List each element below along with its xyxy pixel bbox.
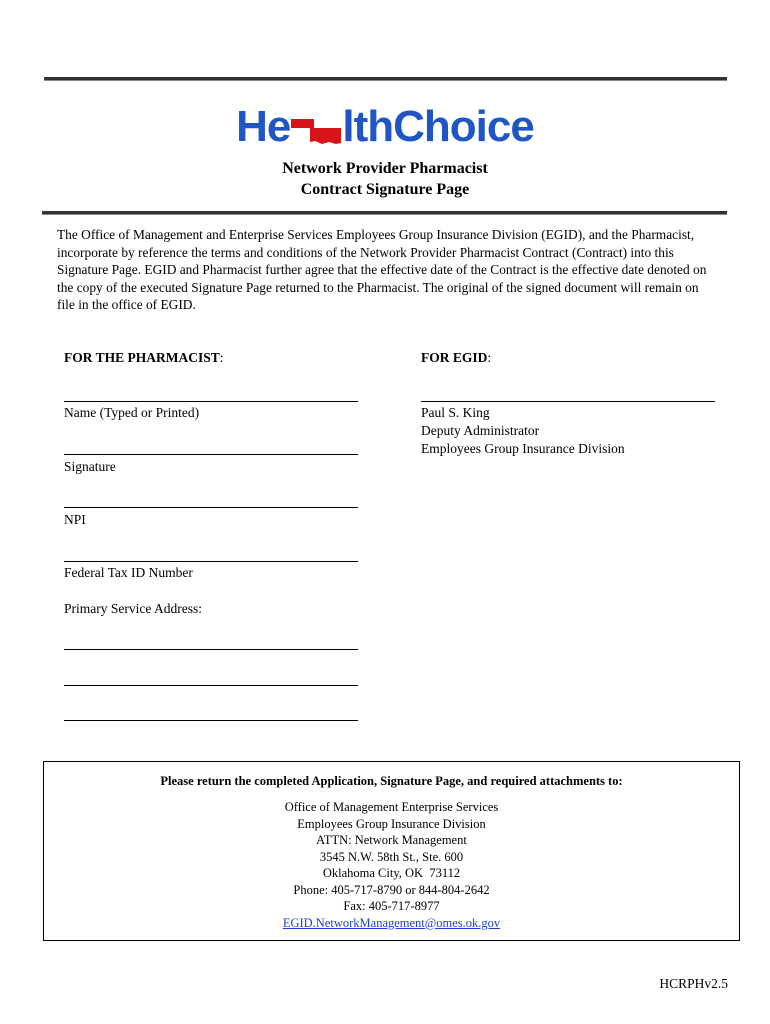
healthchoice-logo [0,104,770,150]
title-line-1: Network Provider Pharmacist [282,160,488,177]
title-line-2: Contract Signature Page [300,181,470,198]
signature-line[interactable] [64,454,358,455]
egid-signer-block [421,404,625,458]
tax-id-label: Federal Tax ID Number [64,565,193,580]
top-rule [44,77,727,81]
return-instructions-box [43,761,740,941]
return-org: Office of Management Enterprise Services [284,800,499,814]
oklahoma-state-silhouette-icon [291,119,341,145]
page-title [0,158,770,200]
egid-signature-line[interactable] [421,401,715,402]
name-signature-line[interactable] [64,401,358,402]
address-line-2[interactable] [64,685,358,686]
return-street: 3545 N.W. 58th St., Ste. 600 [319,849,464,864]
return-phone: Phone: 405-717-8790 or 844-804-2642 [293,882,490,897]
return-address [44,799,739,931]
signature-label: Signature [64,459,116,474]
address-line-3[interactable] [64,720,358,721]
return-email-link[interactable]: EGID.NetworkManagement@omes.ok.gov [282,915,501,930]
npi-label: NPI [64,512,86,527]
logo-text-before: He [236,102,291,151]
egid-signer-division: Employees Group Insurance Division [421,441,625,456]
egid-signer-position: Deputy Administrator [421,423,540,438]
address-line-1[interactable] [64,649,358,650]
title-rule [42,211,727,215]
egid-signer-name: Paul S. King [421,405,490,420]
return-city: Oklahoma City, OK 73112 [322,866,461,880]
npi-line[interactable] [64,507,358,508]
intro-paragraph: The Office of Management and Enterprise Services Employees Group Insurance Division (EGID), and the Pharmacist, incorporate by reference the terms and conditions of the Network Provider Pharmacist Contract (Contract) into this Signature Page. EGID and Pharmacist further agree that the effective date of the Contract is the effective date denoted on the copy of the executed Signature Page returned to the Pharmacist. The original of the signed document will remain on file in the office of EGID. [57,227,707,312]
return-heading: Please return the completed Application, Signature Page, and required attachments to: [160,774,623,788]
version-label: HCRPHv2.5 [659,976,728,991]
logo-text-after: lthChoice [342,102,534,151]
return-division: Employees Group Insurance Division [297,816,486,831]
tax-id-line[interactable] [64,561,358,562]
address-label: Primary Service Address: [64,601,202,616]
egid-heading: FOR EGID: [421,350,492,365]
name-label: Name (Typed or Printed) [64,405,200,420]
return-fax: Fax: 405-717-8977 [343,899,440,913]
return-attn: ATTN: Network Management [316,833,467,847]
pharmacist-heading: FOR THE PHARMACIST: [64,350,224,365]
